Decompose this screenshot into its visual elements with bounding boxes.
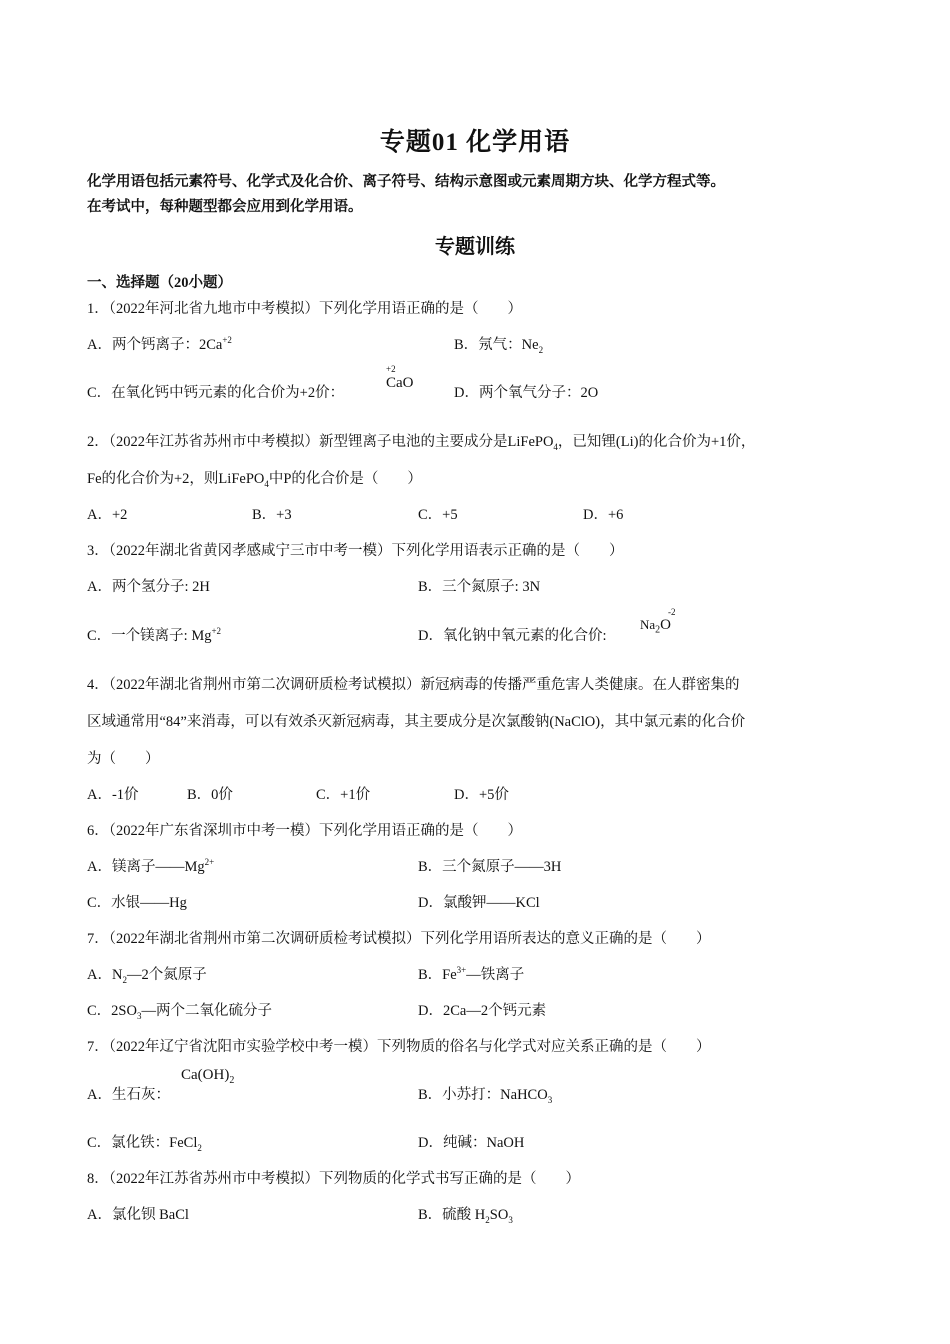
q7a-stem: 7．（2022年湖北省荆州市第二次调研质检考试模拟）下列化学用语所表达的意义正确的是（ ） <box>87 931 711 947</box>
q6-option-b: B．三个氮原子——3H <box>418 859 562 875</box>
q1-option-c: C．在氧化钙中钙元素的化合价为+2价： <box>87 385 345 401</box>
q2-stem-line-2: Fe的化合价为+2，则LiFePO$_4$中P的化合价是（ ） <box>87 471 422 489</box>
q1-c-valence: +2 <box>386 364 396 374</box>
q1-option-a: A．两个钙离子：$2Ca^{+2}$ <box>87 335 232 353</box>
section-heading: 专题训练 <box>435 236 515 258</box>
q8-stem: 8．（2022年江苏省苏州市中考模拟）下列物质的化学式书写正确的是（ ） <box>87 1171 580 1187</box>
q2-option-d: D．+6 <box>583 507 624 523</box>
q1-c-formula: CaO <box>386 375 414 391</box>
q4-option-a: A．-1价 <box>87 787 139 803</box>
q1-option-b: B．氖气：$Ne_2$ <box>454 337 544 355</box>
q7b-a-formula: $Ca(OH)_2$ <box>181 1067 235 1086</box>
q4-option-b: B．0价 <box>187 787 233 803</box>
q2-option-b: B．+3 <box>252 507 292 523</box>
page-title: 专题01 化学用语 <box>379 129 571 156</box>
q2-option-a: A．+2 <box>87 507 128 523</box>
q6-stem: 6．（2022年广东省深圳市中考一模）下列化学用语正确的是（ ） <box>87 823 522 839</box>
intro-line-1: 化学用语包括元素符号、化学式及化合价、离子符号、结构示意图或元素周期方块、化学方程式等。 <box>87 174 725 190</box>
q4-stem-line-2: 区域通常用“84”来消毒，可以有效杀灭新冠病毒，其主要成分是次氯酸钠(NaClO)，其中氯元素的化合价 <box>87 714 746 730</box>
intro-line-2: 在考试中，每种题型都会应用到化学用语。 <box>87 199 363 215</box>
q7b-option-c: C．氯化铁：FeCl$_2$ <box>87 1135 202 1153</box>
q4-option-c: C．+1价 <box>316 787 371 803</box>
q4-stem-line-3: 为（ ） <box>87 751 160 767</box>
q7a-option-a: A．$N_2—2$个氮原子 <box>87 967 207 985</box>
q7b-option-b: B．小苏打：NaHCO$_3$ <box>418 1087 553 1105</box>
q6-option-d: D．氯酸钾——KCl <box>418 895 540 911</box>
q3-stem: 3．（2022年湖北省黄冈孝感咸宁三市中考一模）下列化学用语表示正确的是（ ） <box>87 543 624 559</box>
q3-d-valence: -2 <box>668 607 676 617</box>
q7b-option-a: A．生石灰： <box>87 1087 170 1103</box>
q3-option-c: C．一个镁离子: $Mg^{+2}$ <box>87 626 222 644</box>
q6-option-c: C．水银——Hg <box>87 895 187 911</box>
q2-stem-line-1: 2．（2022年江苏省苏州市中考模拟）新型锂离子电池的主要成分是LiFePO$_4$，已知锂(Li)的化合价为+1价， <box>87 434 756 452</box>
q7a-option-d: D．2Ca—2个钙元素 <box>418 1003 547 1019</box>
q8-option-b: B．硫酸 $H_2SO_3$ <box>418 1207 513 1225</box>
q1-option-d: D．两个氧气分子：2O <box>454 385 599 401</box>
q1-stem: 1．（2022年河北省九地市中考模拟）下列化学用语正确的是（ ） <box>87 301 522 317</box>
q3-d-formula: $Na_2O$ <box>640 617 672 636</box>
q7a-option-c: C．$2SO_3—$两个二氧化硫分子 <box>87 1003 272 1021</box>
q2-option-c: C．+5 <box>418 507 458 523</box>
q7a-option-b: B．$Fe^{3+}—$铁离子 <box>418 965 525 983</box>
question-type-heading: 一、选择题（20小题） <box>87 275 232 291</box>
q3-option-b: B．三个氮原子: 3N <box>418 579 541 595</box>
q6-option-a: A．镁离子$——Mg^{2+}$ <box>87 857 215 875</box>
q7b-option-d: D．纯碱：NaOH <box>418 1135 525 1151</box>
q3-option-a: A．两个氢分子: 2H <box>87 579 210 595</box>
q3-option-d: D．氧化钠中氧元素的化合价: <box>418 628 607 644</box>
q7b-stem: 7．（2022年辽宁省沈阳市实验学校中考一模）下列物质的俗名与化学式对应关系正确的是（ ） <box>87 1039 711 1055</box>
q4-stem-line-1: 4．（2022年湖北省荆州市第二次调研质检考试模拟）新冠病毒的传播严重危害人类健康。在人群密集的 <box>87 677 740 693</box>
q8-option-a: A．氯化钡 BaCl <box>87 1207 189 1223</box>
q4-option-d: D．+5价 <box>454 787 509 803</box>
